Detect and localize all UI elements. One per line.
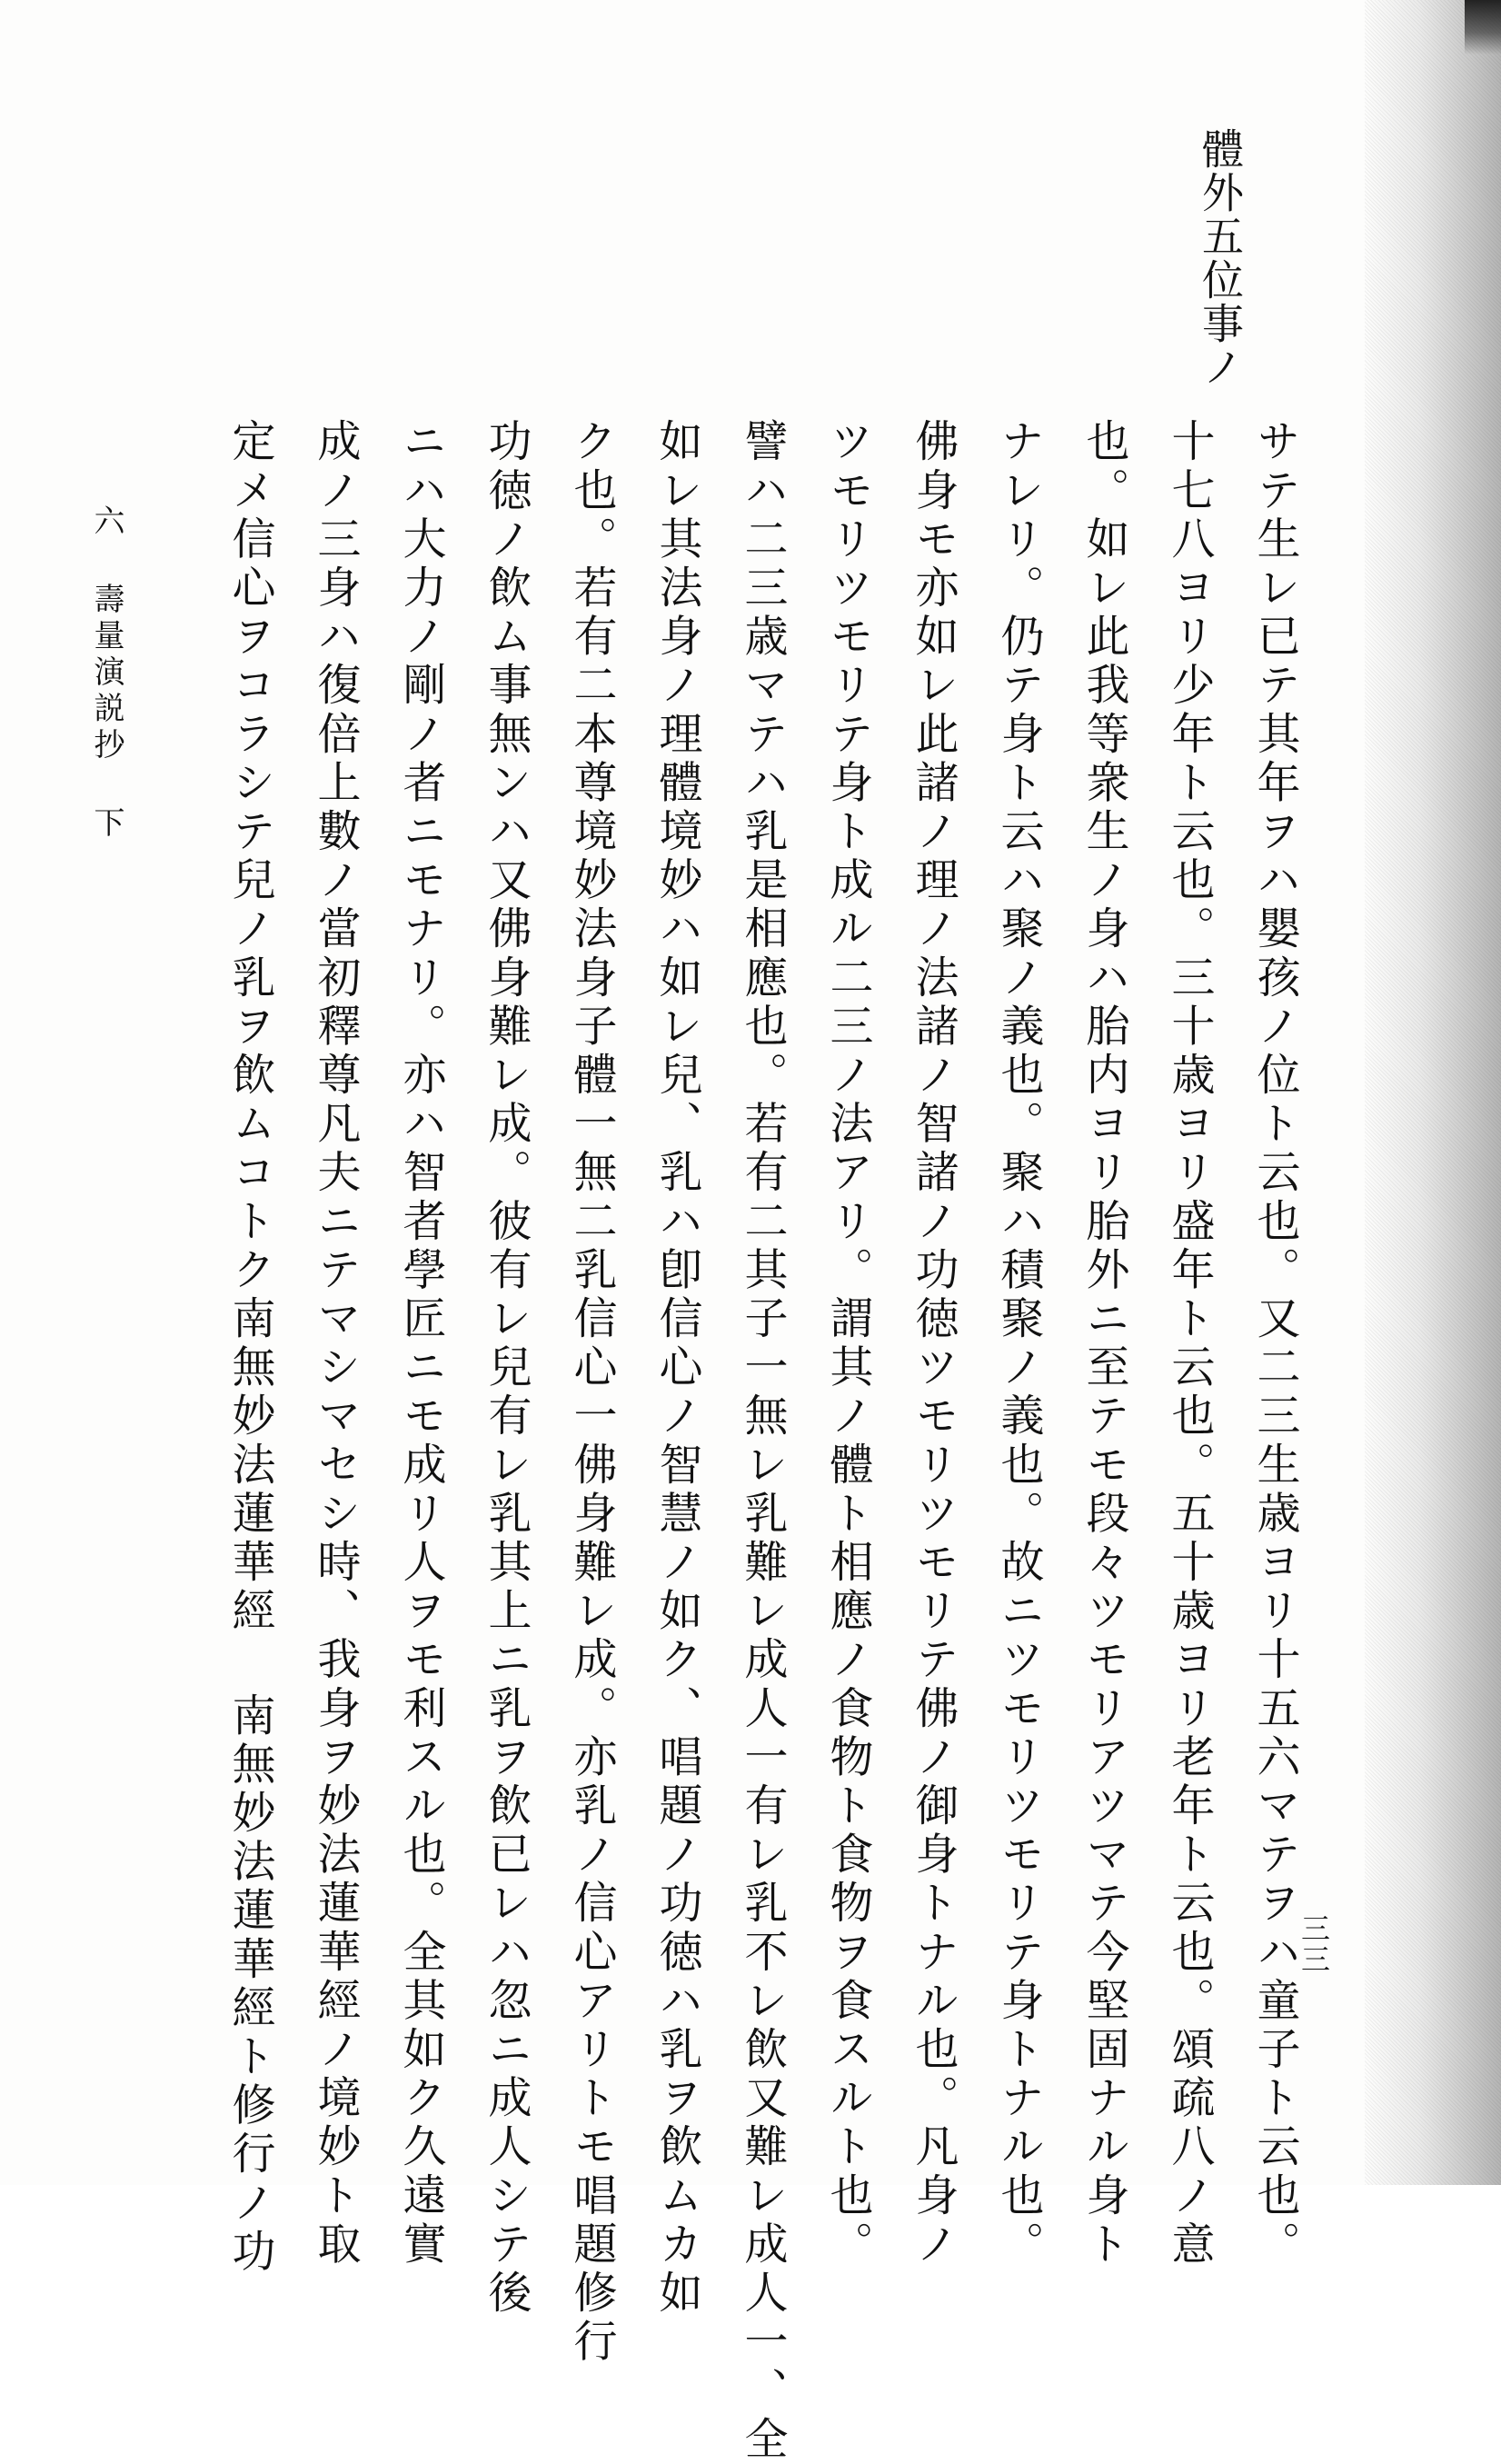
text-line: 十七八ヨリ少年ト云也。三十歳ヨリ盛年ト云也。五十歳ヨリ老年ト云也。頌疏八ノ意: [1164, 418, 1215, 2269]
binding-edge: [1465, 0, 1501, 55]
text-line: ニハ大力ノ剛ノ者ニモナリ。亦ハ智者學匠ニモ成リ人ヲモ利スル也。全其如ク久遠實: [395, 418, 446, 2269]
body-text: [224, 418, 1300, 2464]
text-line: 成ノ三身ハ復倍上數ノ當初釋尊凡夫ニテマシマセシ時、我身ヲ妙法蓮華經ノ境妙ト取: [310, 418, 361, 2269]
text-line: 譬ハ二三歳マテハ乳是相應也。若有二其子一無レ乳難レ成人一有レ乳不レ飲又難レ成人一、全: [737, 418, 788, 2464]
text-line: 也。如レ此我等衆生ノ身ハ胎内ヨリ胎外ニ至テモ段々ツモリアツマテ今堅固ナル身ト: [1079, 418, 1129, 2269]
text-line: 功徳ノ飲ム事無ンハ又佛身難レ成。彼有レ兒有レ乳其上ニ乳ヲ飲已レハ忽ニ成人シテ後: [481, 418, 532, 2319]
text-line: 如レ其法身ノ理體境妙ハ如レ兒、乳ハ卽信心ノ智慧ノ如ク、唱題ノ功徳ハ乳ヲ飲ムカ如: [651, 418, 702, 2319]
text-line: 佛身モ亦如レ此諸ノ理ノ法諸ノ智諸ノ功徳ツモリツモリテ佛ノ御身トナル也。凡身ノ: [908, 418, 959, 2269]
running-footer: 六 壽量演説抄 下: [88, 504, 124, 843]
text-line: 定メ信心ヲコラシテ兒ノ乳ヲ飲ムコトク南無妙法蓮華經 南無妙法蓮華經ト修行ノ功: [224, 418, 275, 2277]
binding-shadow: [1365, 0, 1501, 2185]
text-line: サテ生レ已テ其年ヲハ嬰孩ノ位ト云也。又二三生歳ヨリ十五六マテヲハ童子ト云也。: [1249, 418, 1300, 2269]
text-line: ク也。若有二本尊境妙法身子體一無二乳信心一佛身難レ成。亦乳ノ信心アリトモ唱題修行: [566, 418, 617, 2367]
page-number: 三三: [1297, 1913, 1331, 1975]
text-line: ツモリツモリテ身ト成ル二三ノ法アリ。謂其ノ體ト相應ノ食物ト食物ヲ食スルト也。: [822, 418, 873, 2269]
section-heading: 體外五位事ノ: [1196, 127, 1245, 389]
text-line: ナレリ。仍テ身ト云ハ聚ノ義也。聚ハ積聚ノ義也。故ニツモリツモリテ身トナル也。: [993, 418, 1044, 2269]
